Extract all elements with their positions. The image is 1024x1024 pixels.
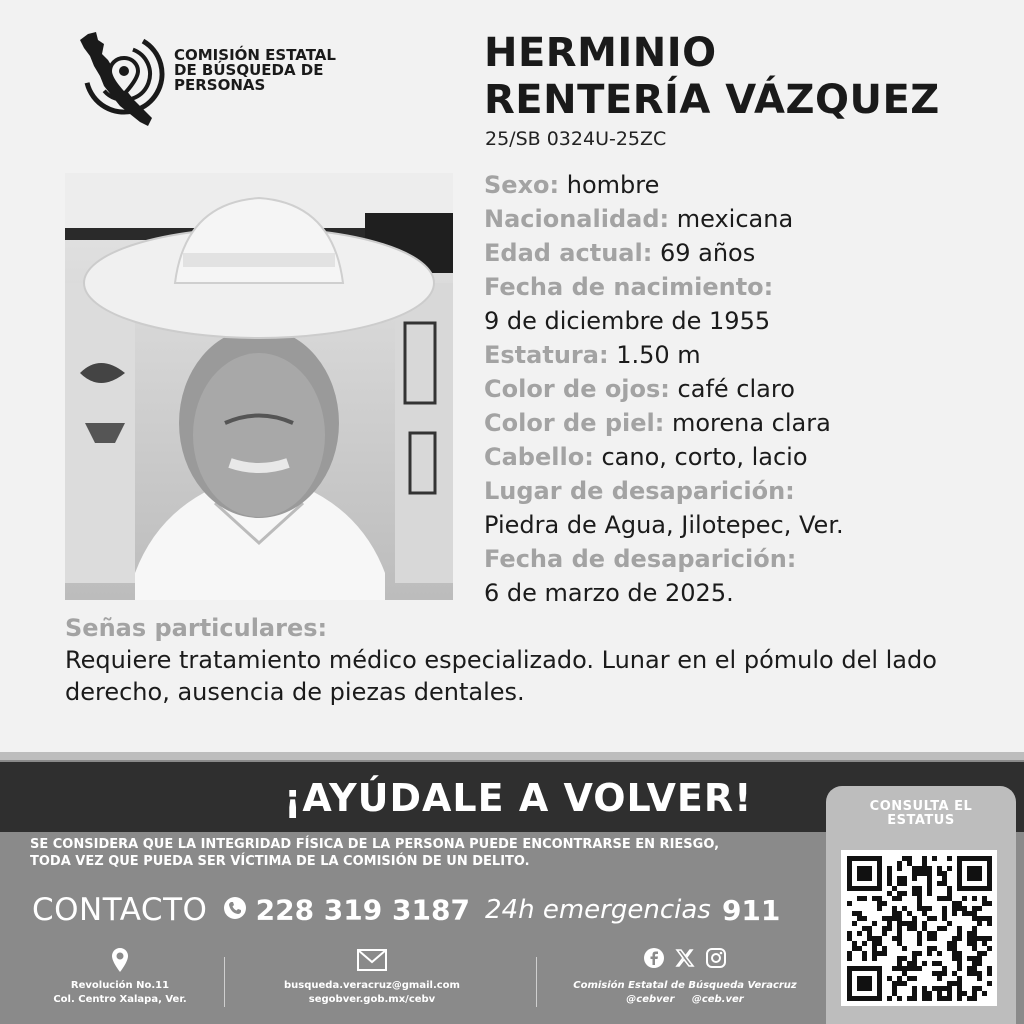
social-handle[interactable]: @ceb.ver xyxy=(691,994,744,1005)
detail-edad: Edad actual: 69 años xyxy=(484,239,756,267)
distinguishing-marks: Señas particulares: Requiere tratamiento médico especializado. Lunar en el pómulo del lado derecho, ausencia de piezas dentales. xyxy=(65,614,937,706)
footer-divider xyxy=(0,752,1024,760)
veracruz-map-pin-icon xyxy=(74,30,169,130)
facebook-icon[interactable] xyxy=(643,947,665,974)
x-twitter-icon[interactable] xyxy=(674,947,696,974)
detail-nacimiento-label: Fecha de nacimiento: xyxy=(484,273,774,301)
social-block xyxy=(560,947,810,1007)
detail-lugar-label: Lugar de desaparición: xyxy=(484,477,795,505)
person-photo xyxy=(65,173,453,600)
organization-logo xyxy=(74,30,364,130)
contact-label: CONTACTO xyxy=(32,892,208,928)
emergency-label: 24h emergencias xyxy=(485,895,711,925)
detail-nacionalidad: Nacionalidad: mexicana xyxy=(484,205,794,233)
person-name: HERMINIO RENTERÍA VÁZQUEZ xyxy=(484,30,940,123)
email-link[interactable]: busqueda.veracruz@gmail.com xyxy=(284,980,460,991)
detail-sexo: Sexo: hombre xyxy=(484,171,660,199)
location-pin-icon xyxy=(111,947,129,973)
risk-notice: SE CONSIDERA QUE LA INTEGRIDAD FÍSICA DE LA PERSONA PUEDE ENCONTRARSE EN RIESGO, TODA VEZ QUE PUEDA SER VÍCTIMA DE LA COMISIÓN DE UN DELITO. xyxy=(30,837,720,869)
case-folio: 25/SB 0324U-25ZC xyxy=(485,128,667,150)
address-block: Revolución No.11 Col. Centro Xalapa, Ver. xyxy=(40,947,200,1007)
detail-lugar-value: Piedra de Agua, Jilotepec, Ver. xyxy=(484,511,844,539)
organization-name: COMISIÓN ESTATAL DE BÚSQUEDA DE PERSONAS xyxy=(174,46,336,94)
footer-separator xyxy=(536,957,537,1007)
contact-phone[interactable]: 228 319 3187 xyxy=(255,893,470,927)
website-link[interactable]: segobver.gob.mx/cebv xyxy=(308,994,436,1005)
detail-fecha-value: 6 de marzo de 2025. xyxy=(484,579,734,607)
detail-cabello: Cabello: cano, corto, lacio xyxy=(484,443,808,471)
detail-piel: Color de piel: morena clara xyxy=(484,409,831,437)
detail-nacimiento-value: 9 de diciembre de 1955 xyxy=(484,307,771,335)
instagram-icon[interactable] xyxy=(705,947,727,974)
qr-title: CONSULTA EL ESTATUS xyxy=(869,799,973,828)
mail-icon xyxy=(356,947,388,973)
facebook-handle[interactable]: @cebver xyxy=(626,994,675,1005)
banner-text: ¡AYÚDALE A VOLVER! xyxy=(284,776,753,820)
qr-code[interactable] xyxy=(841,850,997,1006)
detail-fecha-label: Fecha de desaparición: xyxy=(484,545,797,573)
emergency-number[interactable]: 911 xyxy=(721,893,781,927)
detail-estatura: Estatura: 1.50 m xyxy=(484,341,701,369)
email-block xyxy=(252,947,492,1007)
person-details xyxy=(484,168,1014,610)
footer xyxy=(0,752,1024,1024)
phone-icon xyxy=(223,896,247,924)
social-handles xyxy=(560,993,810,1007)
footer-separator xyxy=(224,957,225,1007)
org-social-name: Comisión Estatal de Búsqueda Veracruz xyxy=(573,980,797,991)
qr-status-panel xyxy=(826,786,1016,1024)
social-icons xyxy=(560,947,810,973)
contact-line xyxy=(32,892,780,928)
detail-ojos: Color de ojos: café claro xyxy=(484,375,795,403)
